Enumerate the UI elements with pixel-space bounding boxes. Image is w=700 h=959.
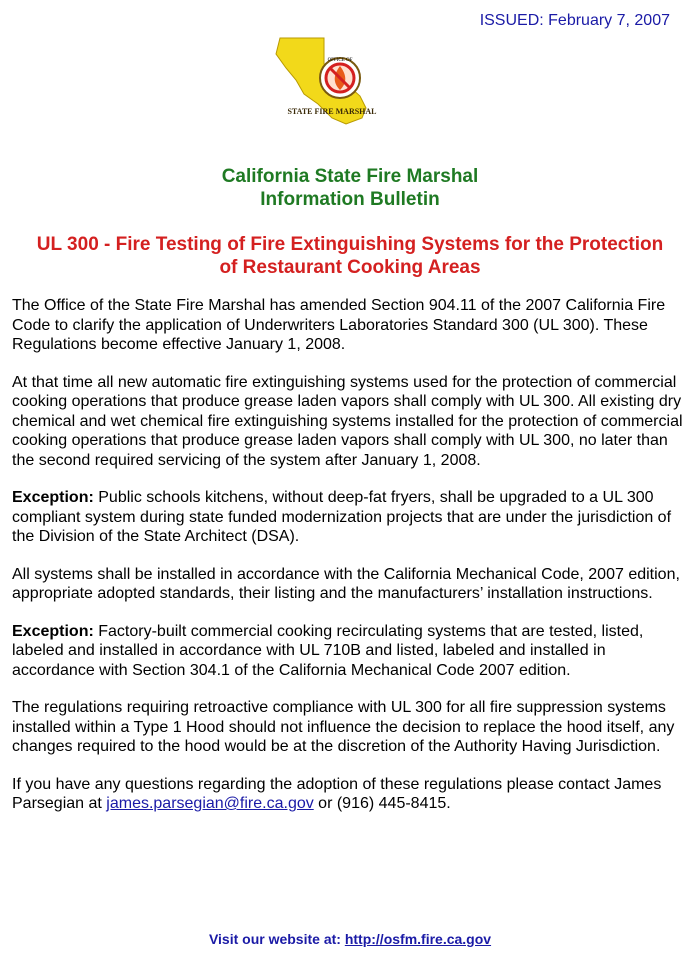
bulletin-title-line2: of Restaurant Cooking Areas — [219, 257, 481, 278]
paragraph-1: The Office of the State Fire Marshal has amended Section 904.11 of the 2007 California Fire Code to clarify the application of Underwriters Laboratories Standard 300 (UL 300). These Regulations become effective January 1, 2008. — [12, 297, 666, 353]
contact-text-pre: If you have any questions regarding the adoption of these regulations please contact James Parsegian at — [12, 775, 662, 812]
footer — [0, 931, 700, 947]
state-fire-marshal-logo — [262, 34, 402, 134]
paragraph-6: The regulations requiring retroactive compliance with UL 300 for all fire suppression systems installed within a Type 1 Hood should not influence the decision to replace the hood itself, any changes required to the hood would be at the discretion of the Authority Having Jurisdiction. — [12, 699, 675, 755]
footer-label: Visit our website at: — [208, 931, 345, 947]
paragraph-2: At that time all new automatic fire extinguishing systems used for the protection of commercial cooking operations that produce grease laden vapors shall comply with UL 300. All existing dry chemical and wet chemical fire extinguishing systems installed for the protection of commercial cooking operations that produce grease laden vapors shall comply with UL 300, no later than the second required servicing of the system after January 1, 2008. — [12, 373, 683, 469]
exception-2-text: Factory-built commercial cooking recirculating systems that are tested, listed, labeled and installed in accordance with UL 710B and listed, labeled and installed in accordance with Section 304.1 of the California Mechanical Code 2007 edition. — [12, 622, 644, 679]
contact-email-link[interactable]: james.parsegian@fire.ca.gov — [106, 795, 314, 812]
bulletin-title-line1: UL 300 - Fire Testing of Fire Extinguishing Systems for the Protection — [36, 234, 664, 255]
paragraph-exception-1 — [12, 488, 692, 547]
issued-date: ISSUED: February 7, 2007 — [479, 12, 670, 29]
bulletin-type: Information Bulletin — [260, 189, 440, 210]
website-link[interactable]: http://osfm.fire.ca.gov — [344, 931, 492, 947]
seal-text: STATE FIRE MARSHAL — [287, 107, 377, 116]
agency-heading — [0, 165, 700, 211]
exception-1-text: Public schools kitchens, without deep-fat fryers, shall be upgraded to a UL 300 compliant system during state funded modernization projects that are under the jurisdiction of the Division of the State Architect (DSA). — [12, 489, 672, 545]
contact-text-post: or (916) 445-8415. — [313, 795, 451, 812]
exception-label: Exception: — [12, 622, 94, 640]
bulletin-title — [0, 233, 700, 279]
exception-label: Exception: — [12, 489, 94, 506]
paragraph-contact — [12, 775, 692, 814]
seal-small-text: OFFICE OF — [327, 58, 353, 63]
paragraph-4: All systems shall be installed in accordance with the California Mechanical Code, 2007 edition, appropriate adopted standards, their listing and the manufacturers’ installation instructions. — [12, 565, 680, 602]
agency-name: California State Fire Marshal — [221, 166, 479, 187]
paragraph-exception-2 — [12, 622, 692, 681]
bulletin-body — [12, 296, 692, 832]
